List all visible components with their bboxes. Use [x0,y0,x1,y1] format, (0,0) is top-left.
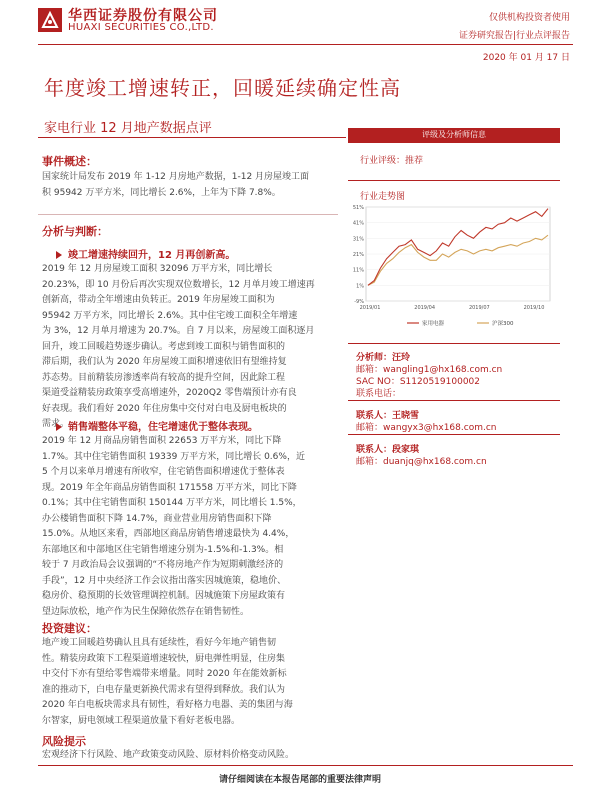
bullet-arrow-icon [56,423,62,431]
legend-label: 沪深300 [492,321,514,327]
footer-divider [38,765,573,766]
para-line: 性。精装房政策下工程渠道增速较快，厨电弹性明显，住房集 [42,653,286,664]
report-subtitle: 家电行业 12 月地产数据点评 [44,121,212,136]
y-tick-label: 51% [352,205,364,211]
para-line: 需求。 [42,419,70,429]
para-line: 手段”，12 月中央经济工作会议指出落实因城施策，稳地价、 [42,575,286,586]
para-line: 5 个月以来单月增速有所收窄，住宅销售面积增速优于整体表 [42,467,285,477]
risk-heading: 风险提示 [42,735,86,748]
company-name-en: HUAXI SECURITIES CO.,LTD. [68,22,214,33]
completion-paragraph [42,262,347,433]
bullet-arrow-icon [56,251,62,259]
audience-note: 仅供机构投资者使用 [488,13,570,23]
sidebar-divider [348,180,560,181]
trend-chart-label: 行业走势图 [360,192,406,202]
sales-paragraph [42,434,347,620]
bullet-heading-sales: 销售端整体平稳，住宅增速优于整体表现。 [56,418,258,433]
contact-email[interactable]: 邮箱：wangyx3@hx168.com.cn [356,423,497,433]
para-line: 苏态势。目前精装房渗透率尚有较高的提升空间，因此除工程 [42,372,286,383]
trend-chart [352,205,557,335]
para-line: 稳房价、稳预期的长效管理调控机制。因城施策下房屋政策有 [42,591,286,601]
y-tick-label: 21% [352,252,364,258]
para-line: 0.1%；其中住宅销售面积 150144 万平方米，同比增长 1.5%， [42,498,302,508]
x-tick-label: 2019/10 [523,305,545,311]
para-line: 滞后期，我们认为 2020 年房屋竣工面积增速依旧有望维持复 [42,357,287,367]
para-line: 95942 万平方米，同比增长 2.6%。其中住宅竣工面积全年增速 [42,310,298,321]
analyst-email[interactable]: 邮箱：wangling1@hx168.com.cn [356,365,503,375]
para-line: 20.23%，即 10 月份后再次实现双位数增长，12 月单月竣工增速再 [42,279,315,290]
event-line: 国家统计局发布 2019 年 1-12 月房地产数据，1-12 月房屋竣工面 [42,172,310,182]
para-line: 现。2019 年全年商品房销售面积 171558 万平方米，同比下降 [42,482,297,493]
legal-footer: 请仔细阅读在本报告尾部的重要法律声明 [218,775,381,785]
bullet-heading-completion: 竣工增速持续回升，12 月再创新高。 [56,246,235,261]
x-tick-label: 2019/07 [468,305,490,311]
sidebar-divider [348,400,560,401]
series-line-home-appliance [368,209,548,286]
para-line: 15.0%。从地区来看，西部地区商品房销售增速最快为 4.4%， [42,529,295,539]
para-line: 2019 年 12 月房屋竣工面积 32096 万平方米，同比增长 [42,264,273,274]
analysis-heading: 分析与判断： [42,225,108,238]
para-line: 2020 年白电板块需求具有韧性，看好格力电器、美的集团与海 [42,700,293,710]
investment-paragraph [42,636,347,729]
trend-chart-svg [352,205,557,335]
report-date: 2020 年 01 月 17 日 [482,53,570,63]
company-logo-icon [38,8,62,32]
risk-text: 宏观经济下行风险、地产政策变动风险、原材料价格变动风险。 [42,750,295,760]
para-line: 回升，竣工回暖趋势逐步确认。考虑到竣工面积与销售面积的 [42,341,286,352]
report-type: 证券研究报告|行业点评报告 [458,31,570,41]
x-tick-label: 2019/01 [359,305,381,311]
sidebar-divider [348,434,560,435]
series-line-hs300 [368,235,548,285]
para-line: 好表现。我们看好 2020 年住房集中交付对白电及厨电板块的 [42,403,287,414]
legend-label: 家用电器 [422,321,445,327]
event-heading: 事件概述： [42,155,97,168]
event-body [42,170,342,201]
para-line: 较于 7 月政治局会议强调的“不将房地产作为短期刺激经济的 [42,560,284,570]
para-line: 东部地区和中部地区住宅销售增速分别为-1.5%和-1.3%。相 [42,544,284,555]
contact-email[interactable]: 邮箱：duanjq@hx168.com.cn [356,457,487,467]
analyst-sac: SAC NO：S1120519100002 [356,377,480,387]
investment-heading: 投资建议： [42,622,97,635]
para-line: 为 3%，12 月单月增速为 20.7%。自 7 月以来，房屋竣工面积逐月 [42,326,315,336]
y-tick-label: 31% [352,236,364,243]
y-tick-label: 11% [352,267,364,274]
analyst-name: 分析师：汪玲 [356,353,411,363]
analyst-phone: 联系电话： [356,389,402,399]
para-line: 中交付下亦有望给零售端带来增量。同时 2020 年在能效新标 [42,669,287,679]
para-line: 渠道受益精装房政策享受高增速外，2020Q2 零售端预计亦有良 [42,388,297,398]
section-divider [38,214,338,215]
para-line: 望边际放松，地产作为民生保障依然存在销售韧性。 [42,606,250,617]
sidebar-header-tab: 评级及分析师信息 [348,128,560,142]
para-line: 办公楼销售面积下降 14.7%，商业营业用房销售面积下降 [42,513,272,524]
sidebar-divider [348,142,560,143]
industry-rating: 行业评级：推荐 [360,156,424,166]
y-tick-label: 1% [356,283,364,290]
sidebar-divider [348,343,560,344]
para-line: 1.7%。其中住宅销售面积 19339 万平方米，同比增长 0.6%，近 [42,451,305,462]
subtitle-divider [38,137,346,138]
para-line: 地产竣工回暖趋势确认且具有延续性，看好今年地产销售韧 [42,638,277,648]
para-line: 准的推动下，白电存量更新换代需求有望得到释放。我们认为 [42,684,286,695]
para-line: 尔智家，厨电领域工程渠道放量下看好老板电器。 [42,715,241,726]
x-tick-label: 2019/04 [414,305,436,311]
y-tick-label: -9% [354,299,364,305]
contact-name: 联系人：王晓雪 [356,411,420,421]
header-divider [38,44,573,45]
event-line: 积 95942 万平方米，同比增长 2.6%，上年为下降 7.8%。 [42,187,281,198]
report-title: 年度竣工增速转正，回暖延续确定性高 [44,76,401,100]
para-line: 2019 年 12 月商品房销售面积 22653 万平方米，同比下降 [42,436,282,446]
y-tick-label: 41% [352,220,364,227]
contact-name: 联系人：段家琪 [356,445,420,455]
para-line: 创新高，带动全年增速由负转正。2019 年房屋竣工面积为 [42,295,275,305]
company-name-cn: 华西证券股份有限公司 [68,8,218,24]
